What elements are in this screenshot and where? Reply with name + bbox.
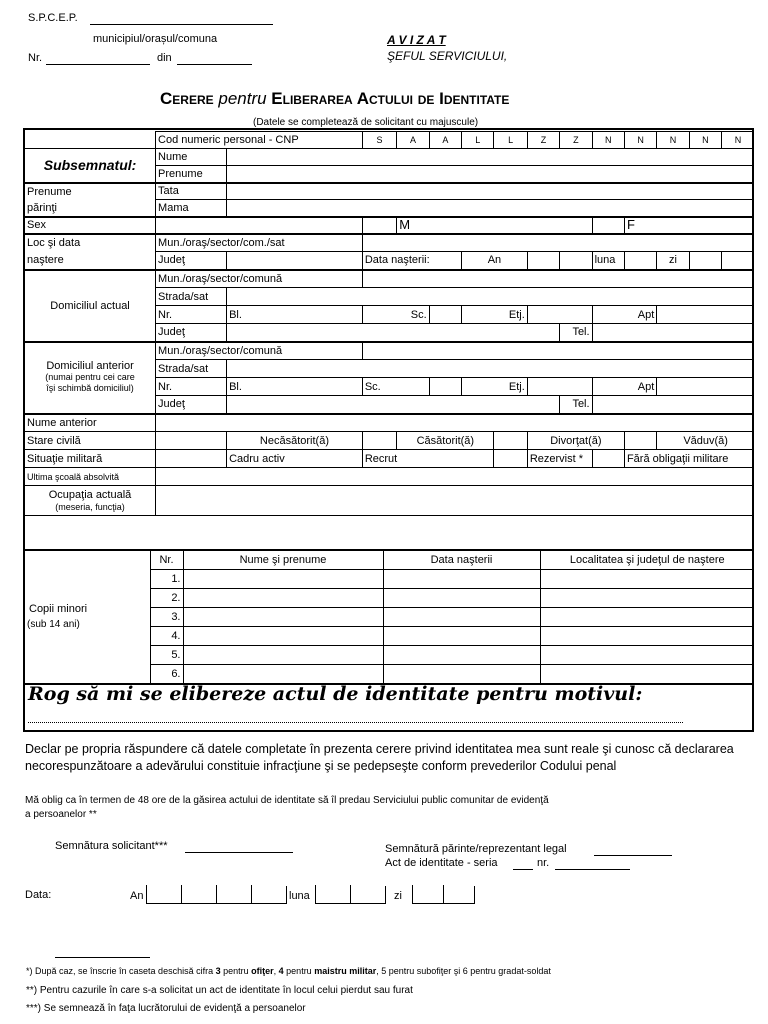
sex-label: Sex bbox=[25, 217, 156, 234]
data-an-label: An bbox=[130, 890, 144, 902]
copii-cell[interactable] bbox=[183, 626, 383, 645]
footnote-1-h: maistru militar bbox=[314, 966, 377, 976]
nastere-label-2: naştere bbox=[25, 252, 156, 270]
nastere-an-box[interactable] bbox=[560, 252, 592, 270]
copii-cell[interactable] bbox=[540, 626, 754, 645]
act-identitate-label: Act de identitate - seria bbox=[385, 857, 498, 869]
nastere-mun-label: Mun./oraş/sector/com./sat bbox=[156, 234, 363, 252]
ocupatia-label bbox=[25, 486, 156, 516]
dom-actual-apt-label: Apt bbox=[592, 306, 657, 324]
copii-cell[interactable] bbox=[383, 645, 540, 664]
data-label: Data: bbox=[25, 889, 52, 901]
footnote-1-i: , 5 pentru subofiţer şi 6 pentru gradat-soldat bbox=[376, 966, 551, 976]
sex-m-box[interactable] bbox=[362, 217, 396, 234]
nume-anterior-label: Nume anterior bbox=[25, 414, 156, 432]
copii-col-data: Data naşterii bbox=[383, 550, 540, 569]
ocupatia-label-2: (meseria, funcţia) bbox=[55, 501, 125, 512]
digit-box[interactable] bbox=[251, 885, 286, 904]
militar-opt-2: Recrut bbox=[362, 450, 494, 468]
digit-box[interactable] bbox=[443, 885, 474, 904]
tata-label: Tata bbox=[156, 183, 227, 200]
dom-anterior-mun-field[interactable] bbox=[362, 342, 754, 360]
act-nr-line[interactable] bbox=[555, 869, 630, 870]
form-table bbox=[25, 131, 754, 516]
nastere-luna-label: luna bbox=[592, 252, 624, 270]
cnp-cell[interactable]: A bbox=[397, 132, 429, 149]
dom-anterior-tel-label: Tel. bbox=[560, 396, 592, 414]
nastere-data-label: Data naşterii: bbox=[362, 252, 461, 270]
data-zi-boxes[interactable] bbox=[412, 885, 475, 905]
copii-row-nr: 2. bbox=[150, 588, 183, 607]
nastere-judet-field[interactable] bbox=[227, 252, 363, 270]
copii-cell[interactable] bbox=[540, 645, 754, 664]
stare-civila-box-3[interactable] bbox=[494, 432, 527, 450]
cnp-cell[interactable]: N bbox=[592, 132, 624, 149]
dom-anterior-apt-label: Apt bbox=[592, 378, 657, 396]
nastere-luna-box[interactable] bbox=[624, 252, 656, 270]
footnote-1-d: ofiţer bbox=[251, 966, 274, 976]
digit-box[interactable] bbox=[146, 885, 181, 904]
din-line[interactable] bbox=[177, 64, 252, 65]
copii-row-nr: 4. bbox=[150, 626, 183, 645]
digit-box-end bbox=[286, 886, 287, 904]
cnp-cell[interactable]: N bbox=[689, 132, 721, 149]
data-zi-label: zi bbox=[394, 890, 402, 902]
nastere-zi-label: zi bbox=[657, 252, 689, 270]
dom-anterior-tel-field[interactable] bbox=[592, 396, 754, 414]
semnatura-parinte-line[interactable] bbox=[594, 855, 672, 856]
semnatura-parinte-label: Semnătură părinte/reprezentant legal bbox=[385, 843, 567, 855]
act-nr-label: nr. bbox=[537, 857, 550, 869]
footnote-1-c: pentru bbox=[220, 966, 252, 976]
copii-cell[interactable] bbox=[183, 645, 383, 664]
spcep-line[interactable] bbox=[90, 24, 273, 25]
dom-anterior-nr-label: Nr. bbox=[156, 378, 227, 396]
copii-cell[interactable] bbox=[183, 664, 383, 683]
dom-anterior-label-3: îşi schimbă domiciliul) bbox=[46, 383, 134, 393]
footnote-1-f: 4 bbox=[278, 966, 284, 976]
sex-f-box[interactable] bbox=[592, 217, 624, 234]
militar-opt-1: Cadru activ bbox=[227, 450, 363, 468]
copii-cell[interactable] bbox=[540, 569, 754, 588]
copii-col-nume: Nume şi prenume bbox=[183, 550, 383, 569]
copii-row-nr: 6. bbox=[150, 664, 183, 683]
motiv-label: Rog să mi se elibereze actul de identitate pentru motivul: bbox=[28, 683, 643, 705]
cnp-cell[interactable]: Z bbox=[560, 132, 592, 149]
declaratie-text: Declar pe propria răspundere că datele completate în prezenta cerere privind identitatea mea sunt reale şi cunosc că declararea necorespunzătoare a adevărului constituie infracţiune şi se pedepseşte conform prevederilor Codului penal bbox=[25, 742, 734, 773]
copii-label-2: (sub 14 ani) bbox=[27, 618, 80, 630]
avizat-label: A V I Z A T bbox=[387, 33, 446, 47]
stare-civila-box-2[interactable] bbox=[362, 432, 396, 450]
din-label: din bbox=[157, 52, 172, 64]
nastere-mun-field[interactable] bbox=[362, 234, 754, 252]
dom-actual-label: Domiciliul actual bbox=[25, 270, 156, 342]
dom-actual-tel-field[interactable] bbox=[592, 324, 754, 342]
nume-anterior-field[interactable] bbox=[156, 414, 754, 432]
digit-box-end bbox=[385, 886, 386, 904]
scoala-label: Ultima şcoală absolvită bbox=[25, 468, 156, 486]
stare-civila-box-1[interactable] bbox=[156, 432, 227, 450]
act-seria-line[interactable] bbox=[513, 869, 533, 870]
digit-box[interactable] bbox=[315, 885, 350, 904]
dom-anterior-apt-field[interactable] bbox=[657, 378, 754, 396]
parinti-label-1: Prenume bbox=[25, 183, 156, 200]
copii-row-nr: 3. bbox=[150, 607, 183, 626]
dom-anterior-judet-field[interactable] bbox=[227, 396, 560, 414]
cnp-cell[interactable]: L bbox=[494, 132, 527, 149]
nr-label: Nr. bbox=[28, 52, 43, 64]
copii-cell[interactable] bbox=[540, 664, 754, 683]
stare-civila-opt-3: Divorţat(ă) bbox=[527, 432, 624, 450]
dom-actual-mun-field[interactable] bbox=[362, 270, 754, 288]
nume-field[interactable] bbox=[227, 149, 754, 166]
cnp-cell[interactable]: A bbox=[429, 132, 461, 149]
nr-line[interactable] bbox=[46, 64, 150, 65]
cnp-cell[interactable]: Z bbox=[527, 132, 559, 149]
nastere-an-box[interactable] bbox=[527, 252, 559, 270]
stare-civila-opt-2: Căsătorit(ă) bbox=[397, 432, 494, 450]
footnote-1-a: *) După caz, se înscrie în caseta deschisă cifra bbox=[26, 966, 216, 976]
digit-box-end bbox=[474, 886, 475, 904]
copii-cell[interactable] bbox=[383, 588, 540, 607]
sex-f-label: F bbox=[624, 217, 754, 234]
copii-table bbox=[25, 549, 754, 684]
dom-anterior-sc-label: Sc. bbox=[362, 378, 429, 396]
motiv-field[interactable] bbox=[28, 722, 683, 723]
copii-label bbox=[25, 550, 150, 683]
cnp-cell[interactable]: S bbox=[362, 132, 396, 149]
copii-row-nr: 1. bbox=[150, 569, 183, 588]
dom-anterior-bl-label: Bl. bbox=[227, 378, 363, 396]
footnote-2: **) Pentru cazurile în care s-a solicitat un act de identitate în locul celui pierdut sau furat bbox=[26, 985, 413, 996]
militar-box-1[interactable] bbox=[156, 450, 227, 468]
dom-actual-strada-field[interactable] bbox=[227, 288, 754, 306]
dom-actual-apt-field[interactable] bbox=[657, 306, 754, 324]
semnatura-solicitant-label: Semnătura solicitant*** bbox=[55, 840, 168, 852]
dom-anterior-judet-label: Judeţ bbox=[156, 396, 227, 414]
footnote-1-b: 3 bbox=[215, 966, 221, 976]
mama-label: Mama bbox=[156, 200, 227, 217]
dom-actual-judet-label: Judeţ bbox=[156, 324, 227, 342]
ocupatia-field[interactable] bbox=[156, 486, 754, 516]
sex-blank-1 bbox=[156, 217, 363, 234]
title-part3: Eliberarea Actului de Identitate bbox=[271, 89, 510, 108]
copii-cell[interactable] bbox=[183, 588, 383, 607]
dom-actual-sc-label: Sc. bbox=[362, 306, 429, 324]
tata-field[interactable] bbox=[227, 183, 754, 200]
stare-civila-opt-1: Necăsătorit(ă) bbox=[227, 432, 363, 450]
ocupatia-label-1: Ocupaţia actuală bbox=[48, 488, 132, 501]
footnote-1-e: , bbox=[273, 966, 279, 976]
dom-anterior-label bbox=[25, 342, 156, 414]
municipality-label: municipiul/orașul/comuna bbox=[93, 33, 218, 45]
data-an-boxes[interactable] bbox=[146, 885, 287, 905]
dom-anterior-et-field[interactable] bbox=[527, 378, 592, 396]
semnatura-solicitant-line[interactable] bbox=[185, 852, 293, 853]
title-part1: Cerere bbox=[160, 89, 214, 108]
nastere-zi-box[interactable] bbox=[689, 252, 721, 270]
militar-box-4[interactable] bbox=[592, 450, 624, 468]
dom-actual-et-field[interactable] bbox=[527, 306, 592, 324]
dom-anterior-label-2: (numai pentru cei care bbox=[45, 372, 135, 382]
dom-actual-tel-label: Tel. bbox=[560, 324, 592, 342]
copii-cell[interactable] bbox=[540, 607, 754, 626]
data-luna-label: luna bbox=[289, 890, 310, 902]
dom-anterior-et-label: Etj. bbox=[462, 378, 528, 396]
copii-cell[interactable] bbox=[383, 569, 540, 588]
digit-box[interactable] bbox=[350, 885, 385, 904]
situatie-militara-label: Situaţie militară bbox=[25, 450, 156, 468]
copii-cell[interactable] bbox=[383, 664, 540, 683]
obligatie-text-2: a persoanelor ** bbox=[25, 809, 97, 820]
militar-opt-4: Fără obligaţii militare bbox=[624, 450, 754, 468]
sex-m-label: M bbox=[397, 217, 592, 234]
digit-box[interactable] bbox=[216, 885, 251, 904]
footnote-1 bbox=[26, 966, 551, 976]
dom-anterior-label-1: Domiciliul anterior bbox=[46, 360, 134, 372]
copii-cell[interactable] bbox=[383, 626, 540, 645]
copii-cell[interactable] bbox=[383, 607, 540, 626]
cnp-blank bbox=[25, 132, 156, 149]
footnote-3: ***) Se semnează în faţa lucrătorului de evidenţă a persoanelor bbox=[26, 1003, 306, 1014]
footnote-rule bbox=[55, 957, 150, 958]
cnp-cell[interactable]: L bbox=[462, 132, 494, 149]
scoala-field[interactable] bbox=[156, 468, 754, 486]
stare-civila-label: Stare civilă bbox=[25, 432, 156, 450]
nastere-zi-box[interactable] bbox=[722, 252, 754, 270]
subsemnatul-label: Subsemnatul: bbox=[25, 149, 156, 183]
cnp-label: Cod numeric personal - CNP bbox=[156, 132, 363, 149]
copii-col-loc: Localitatea şi judeţul de naştere bbox=[540, 550, 754, 569]
copii-cell[interactable] bbox=[540, 588, 754, 607]
dom-anterior-sc-field[interactable] bbox=[429, 378, 461, 396]
dom-actual-bl-label: Bl. bbox=[227, 306, 363, 324]
militar-opt-3: Rezervist * bbox=[527, 450, 592, 468]
page-title bbox=[160, 89, 509, 109]
copii-cell[interactable] bbox=[183, 569, 383, 588]
obligatie-text-1: Mă oblig ca în termen de 48 ore de la găsirea actului de identitate să îl predau Serviciului public comunitar de evidenţă bbox=[25, 795, 549, 806]
stare-civila-opt-4: Văduv(ă) bbox=[657, 432, 754, 450]
prenume-field[interactable] bbox=[227, 166, 754, 183]
digit-box[interactable] bbox=[181, 885, 216, 904]
stare-civila-box-4[interactable] bbox=[624, 432, 656, 450]
nastere-judet-label: Judeţ bbox=[156, 252, 227, 270]
dom-actual-sc-field[interactable] bbox=[429, 306, 461, 324]
copii-label-1: Copii minori bbox=[29, 602, 88, 615]
prenume-label: Prenume bbox=[156, 166, 227, 183]
copii-row-nr: 5. bbox=[150, 645, 183, 664]
cnp-cell[interactable]: N bbox=[624, 132, 656, 149]
mama-field[interactable] bbox=[227, 200, 754, 217]
dom-actual-strada-label: Strada/sat bbox=[156, 288, 227, 306]
cnp-cell[interactable]: N bbox=[722, 132, 754, 149]
militar-box-3[interactable] bbox=[494, 450, 527, 468]
spcep-label: S.P.C.E.P. bbox=[28, 12, 78, 24]
dom-actual-mun-label: Mun./oraş/sector/comună bbox=[156, 270, 363, 288]
copii-col-nr: Nr. bbox=[150, 550, 183, 569]
page-subtitle: (Datele se completează de solicitant cu majuscule) bbox=[253, 117, 479, 128]
footnote-1-g: pentru bbox=[283, 966, 315, 976]
data-luna-boxes[interactable] bbox=[315, 885, 386, 905]
nastere-label-1: Loc şi data bbox=[25, 234, 156, 252]
cnp-cell[interactable]: N bbox=[657, 132, 689, 149]
digit-box[interactable] bbox=[412, 885, 443, 904]
nume-label: Nume bbox=[156, 149, 227, 166]
nastere-an-label: An bbox=[462, 252, 528, 270]
copii-cell[interactable] bbox=[183, 607, 383, 626]
dom-anterior-mun-label: Mun./oraş/sector/comună bbox=[156, 342, 363, 360]
dom-actual-judet-field[interactable] bbox=[227, 324, 560, 342]
dom-anterior-strada-field[interactable] bbox=[227, 360, 754, 378]
dom-anterior-strada-label: Strada/sat bbox=[156, 360, 227, 378]
dom-actual-et-label: Etj. bbox=[462, 306, 528, 324]
sef-label: ŞEFUL SERVICIULUI, bbox=[387, 49, 508, 63]
parinti-label-2: părinţi bbox=[25, 200, 156, 217]
dom-actual-nr-label: Nr. bbox=[156, 306, 227, 324]
title-part2: pentru bbox=[218, 89, 267, 108]
